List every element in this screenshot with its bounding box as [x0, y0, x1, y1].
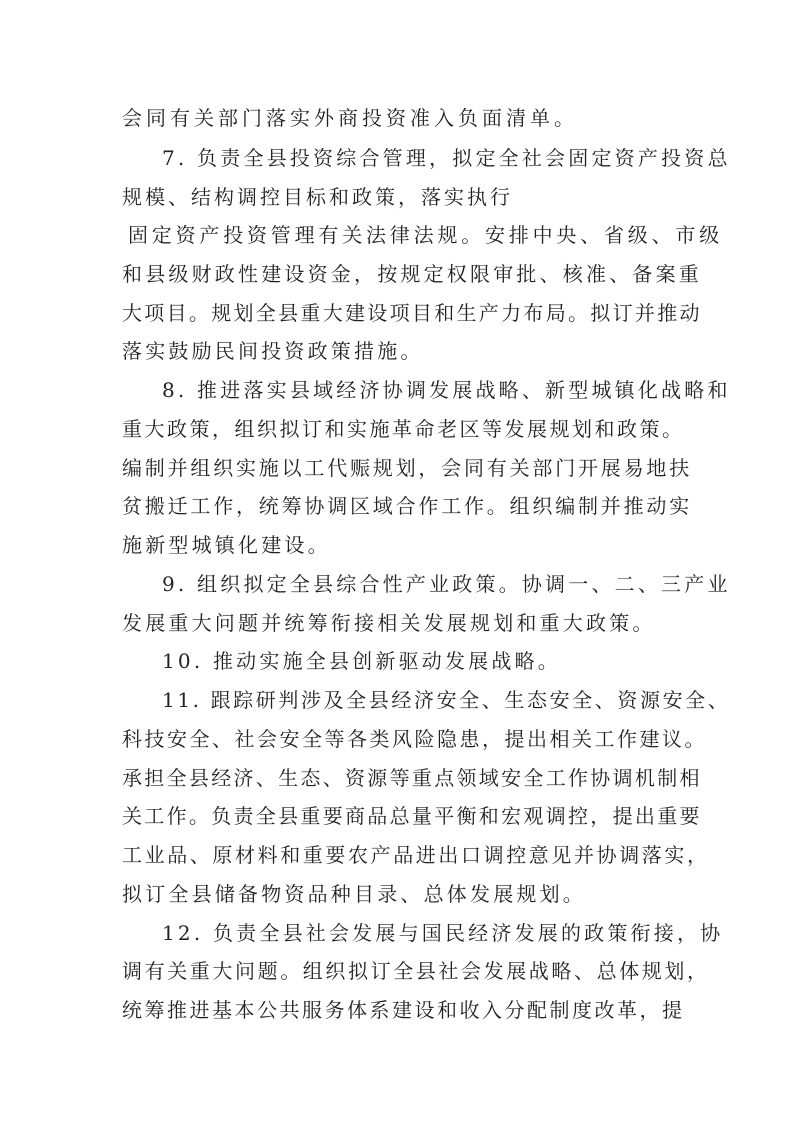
text-line: 10. 推动实施全县创新驱动发展战略。 — [162, 649, 561, 673]
text-line: 关工作。负责全县重要商品总量平衡和宏观调控，提出重要 — [122, 804, 702, 828]
text-line: 施新型城镇化建设。 — [122, 533, 331, 557]
text-line: 拟订全县储备物资品种目录、总体发展规划。 — [122, 882, 586, 906]
text-line: 规模、结构调控目标和政策，落实执行 — [122, 185, 513, 209]
text-line: 固定资产投资管理有关法律法规。安排中央、省级、市级 — [128, 223, 723, 247]
text-line: 编制并组织实施以工代赈规划，会同有关部门开展易地扶 — [122, 456, 692, 480]
text-line: 9. 组织拟定全县综合性产业政策。协调一、二、三产业 — [162, 572, 731, 596]
text-line: 12. 负责全县社会发展与国民经济发展的政策衔接，协 — [162, 921, 724, 945]
text-line: 8. 推进落实县域经济协调发展战略、新型城镇化战略和 — [162, 378, 731, 402]
text-line: 11. 跟踪研判涉及全县经济安全、生态安全、资源安全、 — [162, 688, 731, 712]
text-line: 大项目。规划全县重大建设项目和生产力布局。拟订并推动 — [122, 301, 702, 325]
text-line: 统筹推进基本公共服务体系建设和收入分配制度改革，提 — [122, 998, 685, 1022]
text-line: 会同有关部门落实外商投资准入负面清单。 — [122, 106, 578, 130]
text-line: 重大政策，组织拟订和实施革命老区等发展规划和政策。 — [122, 417, 685, 441]
text-line: 工业品、原材料和重要农产品进出口调控意见并协调落实， — [122, 843, 710, 867]
text-line: 贫搬迁工作，统筹协调区域合作工作。组织编制并推动实 — [122, 494, 692, 518]
text-line: 发展重大问题并统筹衔接相关发展规划和重大政策。 — [122, 611, 656, 635]
text-line: 7. 负责全县投资综合管理，拟定全社会固定资产投资总 — [162, 146, 731, 170]
text-line: 承担全县经济、生态、资源等重点领域安全工作协调机制相 — [122, 766, 702, 790]
text-line: 和县级财政性建设资金，按规定权限审批、核准、备案重 — [122, 262, 702, 286]
text-line: 调有关重大问题。组织拟订全县社会发展战略、总体规划， — [122, 959, 710, 983]
text-line: 落实鼓励民间投资政策措施。 — [122, 339, 424, 363]
text-line: 科技安全、社会安全等各类风险隐患，提出相关工作建议。 — [122, 727, 707, 751]
